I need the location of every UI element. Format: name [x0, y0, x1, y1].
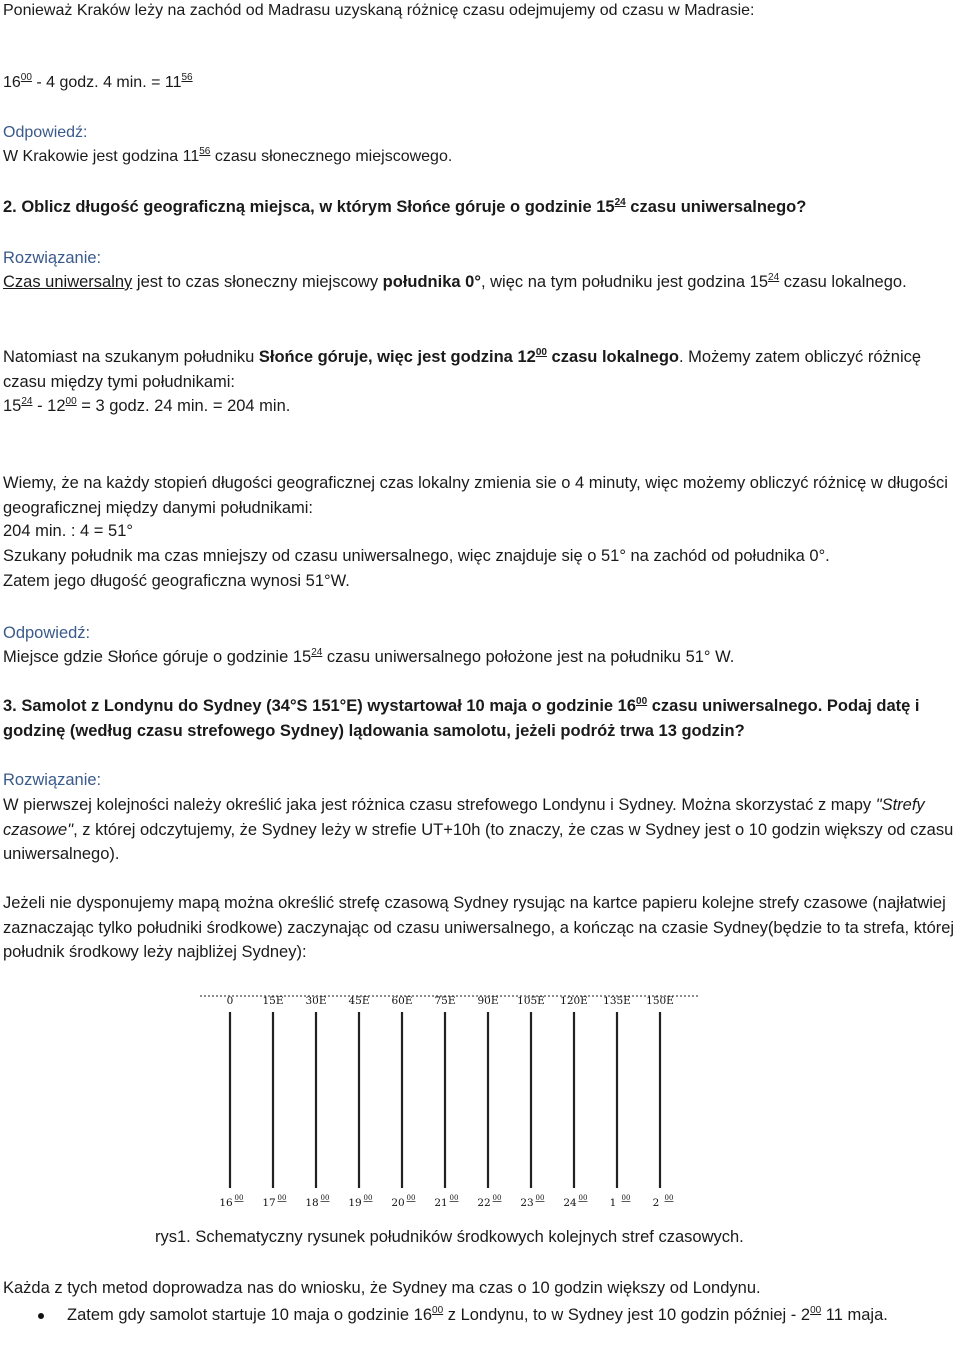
q3-paragraph-2: Jeżeli nie dysponujemy mapą można określić strefę czasową Sydney rysując na kartce papieru kolejne strefy czasowe (najłatwiej zaznaczając tylko południki środkowe) zaczynając od czasu uniwersalnego, a kończąc na czasie Sydney(będzie to ta strefa, której południk środkowy leży najbliżej Sydney): [3, 894, 955, 961]
figure-caption: rys1. Schematyczny rysunek południków środkowych kolejnych stref czasowych. [155, 1228, 744, 1246]
meridian-bottom-label: 1 [609, 1197, 617, 1209]
meridian-bottom-label: 17 [262, 1197, 276, 1209]
meridian-bottom-sup: 00 [535, 1194, 545, 1202]
meridian-bottom-label: 24 [563, 1197, 577, 1209]
q2-division: 204 min. : 4 = 51° [3, 522, 133, 540]
answer-label: Odpowiedź: [3, 124, 88, 141]
question-3-title: 3. Samolot z Londynu do Sydney (34°S 151°E) wystartował 10 maja o godzinie $16^{00}$ czasu uniwersalnego. Podaj datę i godzinę (według czasu strefowego Sydney) lądowania samolotu, jeżeli podróż trwa 13 godzin? [3, 696, 920, 740]
meridian-bottom-label: 23 [520, 1197, 534, 1209]
q2-longitude-text: Zatem jego długość geograficzna wynosi 51°W. [3, 572, 350, 590]
answer-label: Odpowiedź: [3, 624, 91, 642]
solution-label: Rozwiązanie: [3, 249, 102, 267]
meridian-top-label: 45E [348, 995, 370, 1007]
meridian-bottom-label: 18 [305, 1197, 319, 1209]
solution-label: Rozwiązanie: [3, 771, 102, 789]
meridian-top-label: 105E [517, 995, 545, 1007]
meridian-bottom-sup: 00 [363, 1194, 373, 1202]
meridian-bottom-label: 16 [219, 1197, 233, 1209]
meridian-bottom-label: 22 [477, 1197, 491, 1209]
meridian-top-label: 90E [477, 995, 499, 1007]
q3-paragraph-3: Każda z tych metod doprowadza nas do wniosku, że Sydney ma czas o 10 godzin większy od Londynu. [3, 1279, 761, 1297]
q2-paragraph-1: Czas uniwersalny jest to czas słoneczny miejscowy południka 0°, więc na tym południku jest godzina $15^{24}$ czasu lokalnego. [3, 272, 907, 291]
meridian-bottom-sup: 00 [492, 1194, 502, 1202]
meridian-top-label: 120E [560, 995, 588, 1007]
intro-calculation: $16^{00} - 4$ godz. 4 min. = $11^{56}$ [3, 72, 193, 91]
q3-bullet-text: Zatem gdy samolot startuje 10 maja o godzinie $16^{00}$ z Londynu, to w Sydney jest 10 godzin później - $2^{00}$ 11 maja. [67, 1305, 888, 1324]
meridian-top-label: 0 [226, 995, 234, 1007]
meridian-bottom-label: 2 [652, 1197, 660, 1209]
meridian-bottom-sup: 00 [578, 1194, 588, 1202]
answer-text: W Krakowie jest godzina $11^{56}$ czasu słonecznego miejscowego. [3, 146, 453, 165]
meridian-top-label: 30E [305, 995, 327, 1007]
meridian-bottom-sup: 00 [664, 1194, 674, 1202]
q2-meridian-text: Szukany południk ma czas mniejszy od czasu uniwersalnego, więc znajduje się o 51° na zachód od południka 0°. [3, 547, 830, 565]
meridian-top-label: 135E [603, 995, 631, 1007]
meridian-bottom-sup: 00 [406, 1194, 416, 1202]
q2-answer-text: Miejsce gdzie Słońce góruje o godzinie $15^{24}$ czasu uniwersalnego położone jest na południku 51° W. [3, 647, 735, 666]
question-2-title: 2. Oblicz długość geograficzną miejsca, w którym Słońce góruje o godzinie $15^{24}$ czasu uniwersalnego? [3, 197, 807, 216]
meridian-top-label: 15E [262, 995, 284, 1007]
meridian-bottom-sup: 00 [621, 1194, 631, 1202]
q2-paragraph-2: Natomiast na szukanym południku Słońce góruje, więc jest godzina $12^{00}$ czasu lokalnego. Możemy zatem obliczyć różnicę czasu między tymi południkami: [3, 347, 922, 391]
meridian-bottom-sup: 00 [320, 1194, 330, 1202]
meridian-top-label: 150E [646, 995, 674, 1007]
meridian-bottom-label: 19 [348, 1197, 362, 1209]
meridian-bottom-sup: 00 [449, 1194, 459, 1202]
meridian-figure [200, 988, 700, 1218]
meridian-bottom-label: 21 [434, 1197, 448, 1209]
meridian-bottom-sup: 00 [277, 1194, 287, 1202]
meridian-bottom-label: 20 [391, 1197, 405, 1209]
meridian-top-label: 75E [434, 995, 456, 1007]
universal-time-link[interactable]: Czas uniwersalny [3, 273, 133, 291]
q2-calculation: $15^{24} - 12^{00} = 3$ godz. 24 min. = 204 min. [3, 396, 291, 415]
q3-paragraph-1: W pierwszej kolejności należy określić jaka jest różnica czasu strefowego Londynu i Sydney. Można skorzystać z mapy "Strefy czasowe", z której odczytujemy, że Sydney leży w strefie UT+10h (to znaczy, że czas w Sydney jest o 10 godzin większy od czasu uniwersalnego). [3, 796, 954, 863]
intro-text: Ponieważ Kraków leży na zachód od Madrasu uzyskaną różnicę czasu odejmujemy od czasu w Madrasie: [3, 2, 755, 19]
meridian-bottom-sup: 00 [234, 1194, 244, 1202]
meridian-top-label: 60E [391, 995, 413, 1007]
bullet-point [38, 1313, 44, 1319]
q2-paragraph-3: Wiemy, że na każdy stopień długości geograficznej czas lokalny zmienia sie o 4 minuty, więc możemy obliczyć różnicę w długości geograficznej między danymi południkami: [3, 474, 948, 517]
